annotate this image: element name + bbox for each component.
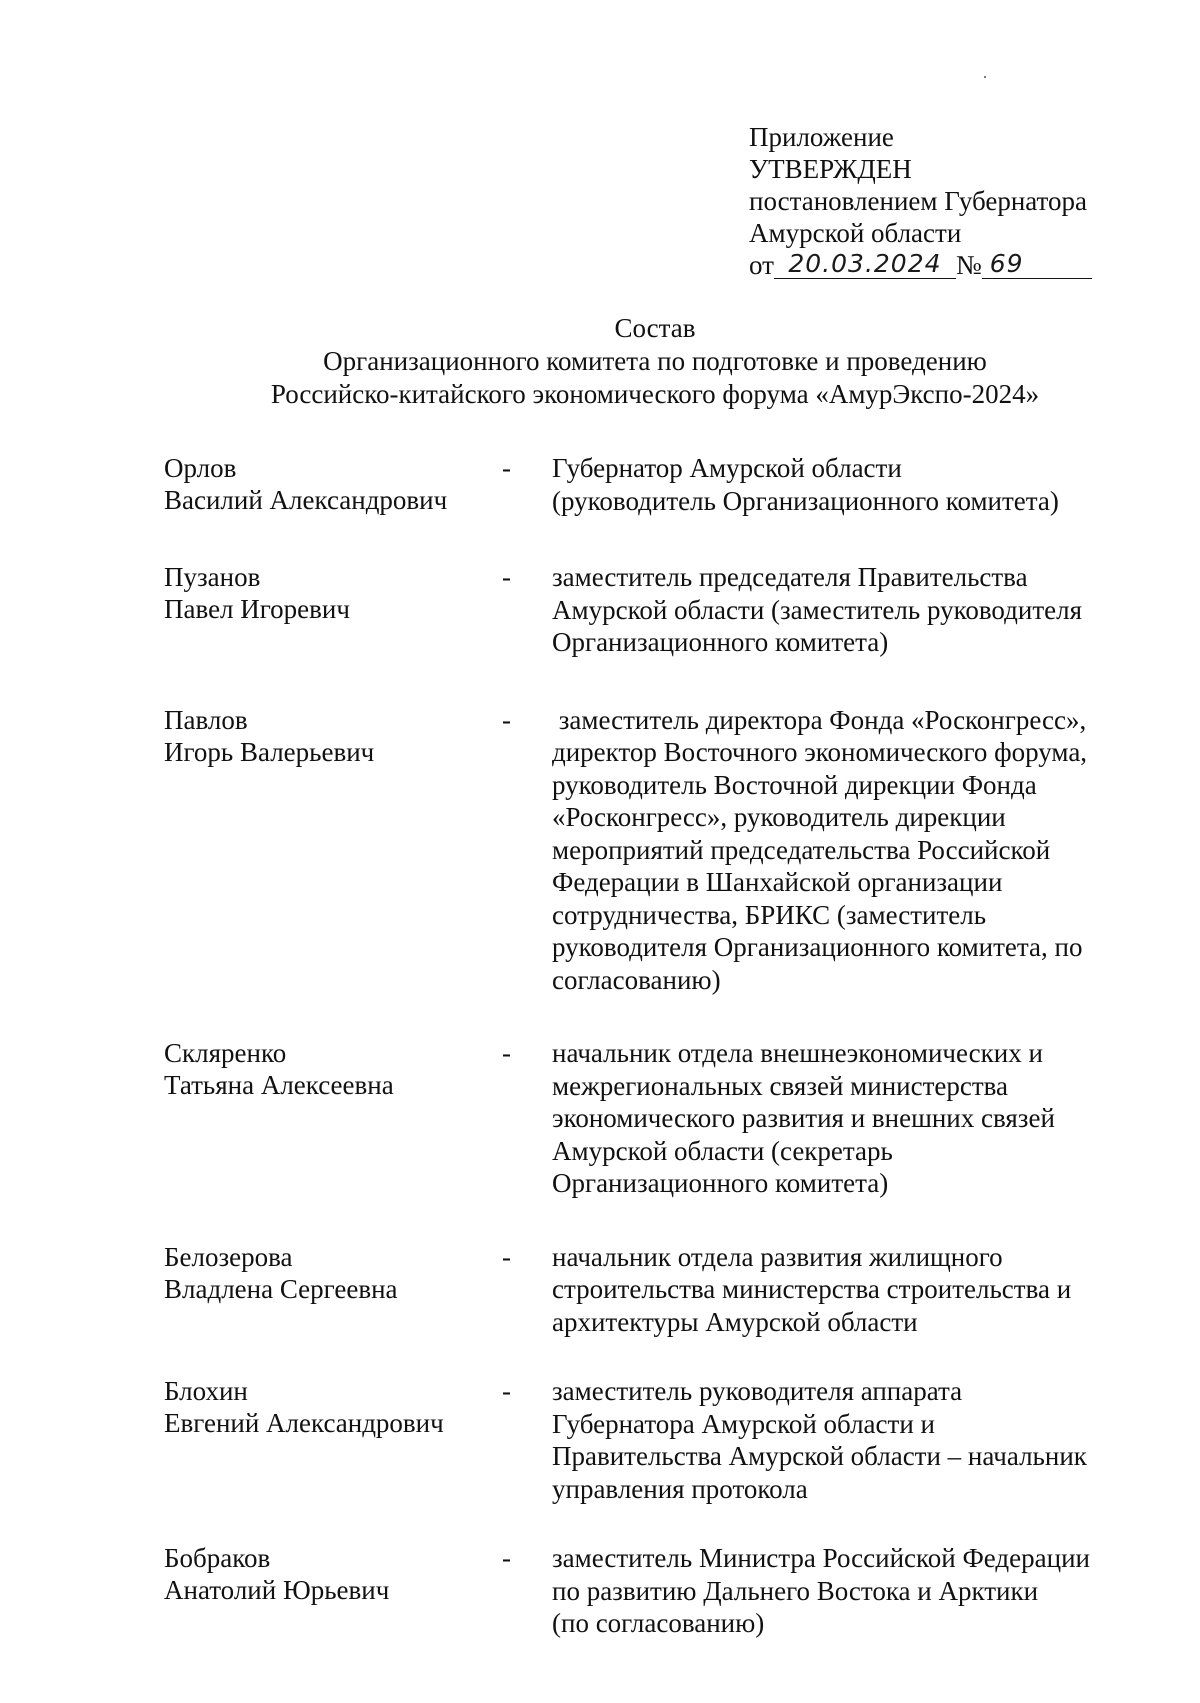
position-line: межрегиональных связей министерства	[552, 1070, 1009, 1101]
position-line: Организационного комитета)	[552, 627, 889, 657]
position-line: (по согласованию)	[552, 1608, 765, 1638]
date-number-line	[749, 249, 1169, 283]
member-position	[552, 452, 1132, 517]
position-line: сотрудничества, БРИКС (заместитель	[552, 899, 987, 930]
member-dash: -	[502, 704, 511, 735]
member-surname: Павлов	[164, 704, 248, 735]
position-line: Губернатора Амурской области и	[552, 1408, 935, 1439]
title-line-2: Организационного комитета по подготовке и проведению	[323, 346, 987, 376]
members-list	[164, 452, 1124, 1640]
member-position	[552, 1542, 1132, 1640]
member-row	[164, 704, 1124, 997]
position-line: руководителя Организационного комитета, по	[552, 932, 1083, 962]
member-row	[164, 452, 1124, 517]
member-surname: Скляренко	[164, 1038, 287, 1068]
member-surname: Белозерова	[164, 1241, 293, 1272]
member-surname: Пузанов	[164, 562, 261, 592]
member-row	[164, 1375, 1124, 1505]
position-line: Губернатор Амурской области	[552, 453, 902, 483]
member-surname: Блохин	[164, 1376, 248, 1406]
member-dash: -	[502, 562, 511, 592]
scan-speck	[984, 76, 986, 78]
member-name	[164, 1241, 502, 1339]
title-line-1: Состав	[614, 313, 696, 343]
member-dash: -	[502, 1376, 511, 1406]
region-label: Амурской области	[749, 218, 962, 248]
member-given-names: Павел Игоревич	[164, 594, 350, 624]
member-position	[552, 704, 1132, 997]
position-line: согласованию)	[552, 964, 721, 995]
member-dash: -	[502, 1241, 511, 1272]
member-row	[164, 561, 1124, 659]
member-given-names: Татьяна Алексеевна	[164, 1070, 394, 1100]
number-field	[982, 249, 1092, 279]
position-line: заместитель Министра Российской Федерации	[552, 1543, 1090, 1573]
member-position	[552, 561, 1132, 659]
title-line-3: Российско-китайского экономического форума «АмурЭкспо-2024»	[270, 379, 1040, 409]
position-line: заместитель председателя Правительства	[552, 562, 1028, 592]
member-surname: Бобраков	[164, 1543, 271, 1573]
member-row	[164, 1037, 1124, 1200]
document-title	[0, 312, 1200, 411]
member-dash: -	[502, 453, 511, 483]
position-line: директор Восточного экономического форума,	[552, 737, 1088, 767]
member-given-names: Владлена Сергеевна	[164, 1273, 398, 1304]
member-dash: -	[502, 1543, 511, 1573]
approval-stamp	[749, 121, 1169, 283]
member-position	[552, 1241, 1132, 1339]
position-line: «Росконгресс», руководитель дирекции	[552, 802, 1006, 832]
date-prefix: от	[749, 250, 774, 280]
member-given-names: Василий Александрович	[164, 485, 448, 515]
member-name	[164, 1542, 502, 1640]
decree-label: постановлением Губернатора	[749, 186, 1087, 216]
position-line: заместитель руководителя аппарата	[552, 1376, 963, 1406]
position-line: Федерации в Шанхайской организации	[552, 867, 1003, 897]
position-line: руководитель Восточной дирекции Фонда	[552, 769, 1037, 800]
position-line: Амурской области (заместитель руководителя	[552, 594, 1082, 625]
position-line: мероприятий председательства Российской	[552, 834, 1051, 865]
member-name	[164, 452, 502, 517]
handwritten-number: 69	[989, 249, 1024, 278]
member-name	[164, 1375, 502, 1505]
member-name	[164, 561, 502, 659]
position-line: начальник отдела внешнеэкономических и	[552, 1038, 1043, 1068]
position-line: строительства министерства строительства и	[552, 1274, 1072, 1304]
member-given-names: Анатолий Юрьевич	[164, 1575, 390, 1605]
member-given-names: Евгений Александрович	[164, 1408, 444, 1438]
appendix-label: Приложение	[749, 122, 894, 152]
position-line: по развитию Дальнего Востока и Арктики	[552, 1575, 1039, 1606]
position-line: архитектуры Амурской области	[552, 1306, 918, 1337]
position-line: Амурской области (секретарь	[552, 1135, 893, 1166]
member-name	[164, 1037, 502, 1200]
number-sign: №	[955, 250, 982, 280]
member-position	[552, 1037, 1132, 1200]
approved-label: УТВЕРЖДЕН	[749, 154, 912, 184]
position-line: начальник отдела развития жилищного	[552, 1241, 1003, 1272]
member-dash: -	[502, 1038, 511, 1068]
date-field	[774, 249, 956, 279]
position-line: заместитель директора Фонда «Росконгресс»,	[552, 704, 1087, 735]
position-line: экономического развития и внешних связей	[552, 1103, 1055, 1133]
handwritten-date: 20.03.2024	[788, 249, 942, 278]
position-line: Организационного комитета)	[552, 1168, 889, 1198]
position-line: управления протокола	[552, 1473, 808, 1504]
member-position	[552, 1375, 1132, 1505]
member-surname: Орлов	[164, 453, 237, 483]
member-name	[164, 704, 502, 997]
position-line: (руководитель Организационного комитета)	[552, 485, 1059, 516]
member-given-names: Игорь Валерьевич	[164, 736, 375, 767]
member-row	[164, 1542, 1124, 1640]
member-row	[164, 1241, 1124, 1339]
position-line: Правительства Амурской области – начальник	[552, 1441, 1087, 1471]
